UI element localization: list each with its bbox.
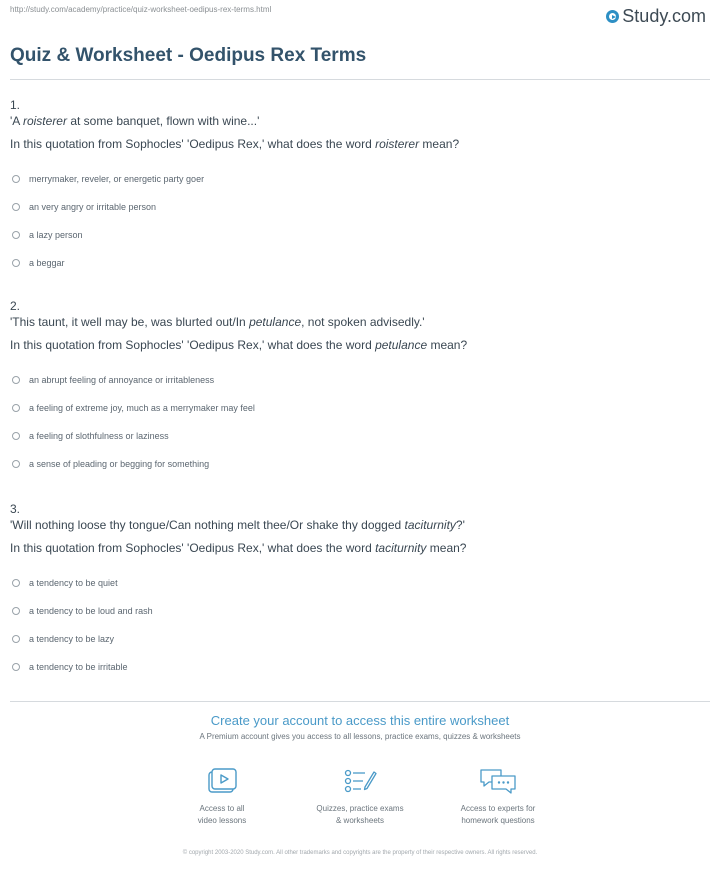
feature-list [0, 767, 720, 837]
radio-circle-icon[interactable] [12, 376, 20, 384]
answer-option[interactable] [10, 450, 710, 478]
answer-option[interactable] [10, 394, 710, 422]
question-term: taciturnity [375, 541, 427, 555]
radio-circle-icon[interactable] [12, 175, 20, 183]
answer-option[interactable] [10, 193, 710, 221]
answer-option[interactable] [10, 221, 710, 249]
question-3 [10, 502, 710, 681]
radio-circle-icon[interactable] [12, 404, 20, 412]
feature-label: Access to experts for homework questions [460, 804, 536, 825]
title-divider [10, 79, 710, 80]
promo-section [0, 713, 720, 741]
page-header [0, 0, 720, 40]
question-term: petulance [375, 338, 428, 352]
radio-circle-icon[interactable] [12, 432, 20, 440]
answer-label: a tendency to be quiet [29, 578, 118, 588]
answer-label: a sense of pleading or begging for something [29, 459, 210, 469]
question-number: 1. [10, 98, 21, 112]
question-text: In this quotation from Sophocles' 'Oedipus Rex,' what does the word roisterer mean? [10, 137, 460, 151]
answer-label: a tendency to be irritable [29, 662, 128, 672]
answer-option[interactable] [10, 422, 710, 450]
promo-divider [10, 701, 710, 702]
answer-label: a lazy person [29, 230, 83, 240]
page-title: Quiz & Worksheet - Oedipus Rex Terms [10, 45, 367, 66]
quiz-checklist-icon [343, 767, 377, 797]
quote-term: roisterer [22, 114, 67, 128]
question-quote: 'This taunt, it well may be, was blurted out/In petulance, not spoken advisedly.' [10, 315, 425, 329]
answer-option[interactable] [10, 625, 710, 653]
radio-circle-icon[interactable] [12, 203, 20, 211]
answer-label: a tendency to be loud and rash [29, 606, 153, 616]
answer-label: a tendency to be lazy [29, 634, 115, 644]
question-quote: 'A roisterer at some banquet, flown with wine...' [10, 114, 260, 128]
feature-label: Quizzes, practice exams & worksheets [316, 804, 404, 825]
question-text: In this quotation from Sophocles' 'Oedipus Rex,' what does the word taciturnity mean? [10, 541, 467, 555]
quote-term: taciturnity [404, 518, 456, 532]
brand-name: Study.com [622, 6, 706, 26]
answer-label: an abrupt feeling of annoyance or irritableness [29, 375, 215, 385]
feature-quizzes [300, 767, 420, 827]
question-number: 3. [10, 502, 21, 516]
radio-circle-icon[interactable] [12, 607, 20, 615]
video-lesson-icon [205, 767, 239, 797]
question-quote: 'Will nothing loose thy tongue/Can nothing melt thee/Or shake thy dogged taciturnity?' [10, 518, 465, 532]
study-logo-icon [606, 10, 619, 23]
page-url: http://study.com/academy/practice/quiz-worksheet-oedipus-rex-terms.html [10, 5, 272, 14]
answer-option[interactable] [10, 366, 710, 394]
answer-options [10, 569, 710, 681]
radio-circle-icon[interactable] [12, 259, 20, 267]
answer-option[interactable] [10, 597, 710, 625]
promo-title[interactable]: Create your account to access this entire worksheet [210, 713, 510, 728]
feature-video-lessons [162, 767, 282, 827]
answer-options [10, 366, 710, 478]
question-text: In this quotation from Sophocles' 'Oedipus Rex,' what does the word petulance mean? [10, 338, 468, 352]
answer-label: a feeling of extreme joy, much as a merrymaker may feel [29, 403, 255, 413]
answer-label: merrymaker, reveler, or energetic party goer [29, 174, 205, 184]
copyright-footer: © copyright 2003-2020 Study.com. All other trademarks and copyrights are the property of their respective owners. All rights reserved. [182, 850, 538, 856]
question-term: roisterer [375, 137, 420, 151]
chat-bubbles-icon [478, 767, 518, 797]
question-2 [10, 299, 710, 478]
study-logo [606, 6, 706, 27]
answer-option[interactable] [10, 249, 710, 277]
question-1 [10, 98, 710, 277]
answer-option[interactable] [10, 569, 710, 597]
radio-circle-icon[interactable] [12, 460, 20, 468]
radio-circle-icon[interactable] [12, 579, 20, 587]
radio-circle-icon[interactable] [12, 635, 20, 643]
answer-option[interactable] [10, 653, 710, 681]
radio-circle-icon[interactable] [12, 231, 20, 239]
radio-circle-icon[interactable] [12, 663, 20, 671]
answer-label: a feeling of slothfulness or laziness [29, 431, 169, 441]
answer-label: a beggar [29, 258, 65, 268]
feature-experts [438, 767, 558, 827]
promo-subtitle: A Premium account gives you access to all lessons, practice exams, quizzes & worksheets [199, 732, 521, 741]
question-number: 2. [10, 299, 21, 313]
quote-term: petulance [249, 315, 302, 329]
answer-label: an very angry or irritable person [29, 202, 157, 212]
answer-options [10, 165, 710, 277]
feature-label: Access to all video lessons [197, 804, 247, 825]
answer-option[interactable] [10, 165, 710, 193]
